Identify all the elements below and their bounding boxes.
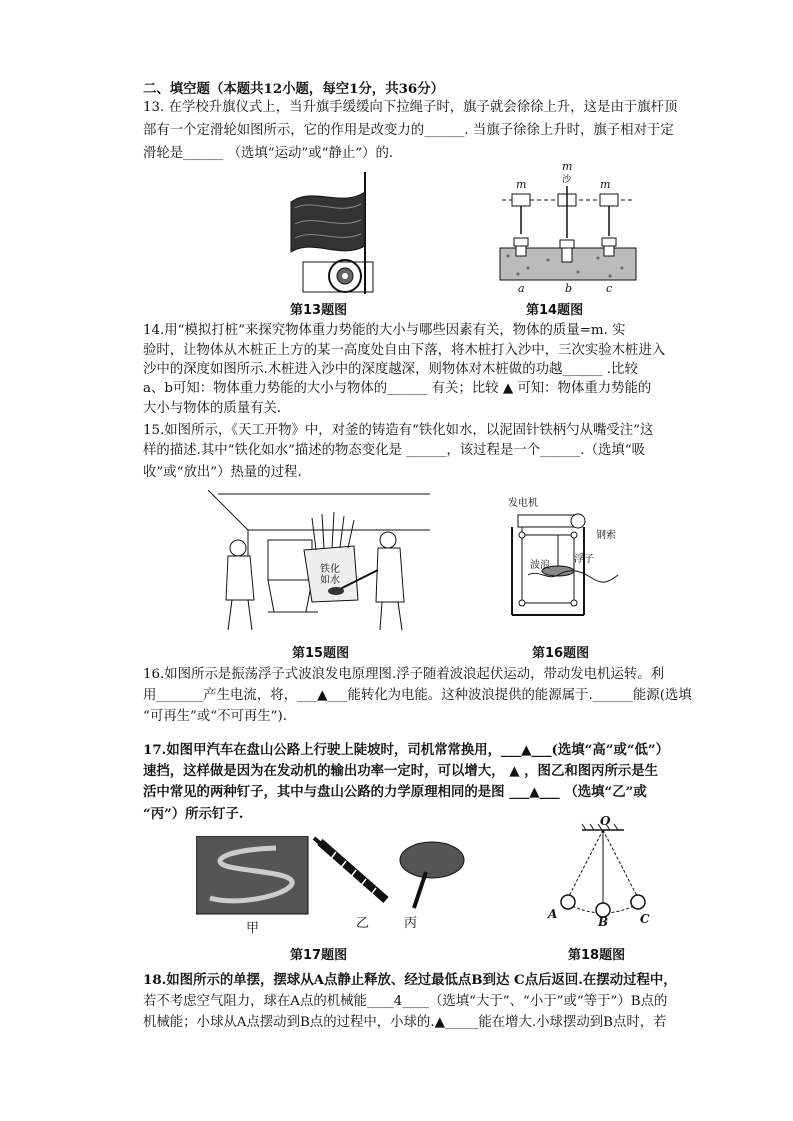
fig17-road-and-nails <box>196 836 476 916</box>
fig17-caption: 第17题图 <box>290 948 348 963</box>
fig14-label-c: c <box>606 282 613 295</box>
fig14-m2-label: m <box>562 160 573 173</box>
fig15-pot-text: 铁化 如水 <box>320 564 340 586</box>
fig17-label-yi: 乙 <box>356 916 370 931</box>
fig17-label-jia: 甲 <box>246 921 260 936</box>
fig16-generator-label: 发电机 <box>508 498 538 509</box>
fig13-caption: 第13题图 <box>290 303 348 318</box>
fig18-caption: 第18题图 <box>568 948 626 963</box>
q13-line-1: 13. 在学校升旗仪式上，当升旗手缓缓向下拉绳子时，旗子就会徐徐上升，这是由于旗杆顶 <box>143 100 678 115</box>
q15-line-2: 样的描述.其中“铁化如水”描述的物态变化是 ______，该过程是一个______.（选填“吸 <box>143 443 645 458</box>
fig17-label-bing: 丙 <box>404 916 418 931</box>
fig14-label-b: b <box>565 282 573 295</box>
q15-line-1: 15.如图所示，《天工开物》中，对釜的铸造有“铁化如水，以泥固针铁柄勺从嘴受注”这 <box>143 423 654 438</box>
fig13-flag-pulley <box>283 168 383 296</box>
q14-line-3: 沙中的深度如图所示.木桩进入沙中的深度越深，则物体对木桩做的功越______ .比较 <box>143 362 638 377</box>
fig16-wave-label: 波浪 <box>530 560 550 571</box>
fig16-rope-label: 钢索 <box>596 530 616 541</box>
q14-line-5: 大小与物体的质量有关. <box>143 401 282 416</box>
q18-line-3: 机械能；小球从A点摆动到B点的过程中，小球的.▲_____能在增大.小球摆动到B点时，若 <box>143 1015 667 1030</box>
q16-line-1: 16.如图所示是振荡浮子式波浪发电原理图.浮子随着波浪起伏运动，带动发电机运转。利 <box>143 667 665 682</box>
fig14-label-a: a <box>518 282 525 295</box>
fig18-label-C: C <box>640 912 650 926</box>
fig15-caption: 第15题图 <box>292 646 350 661</box>
q16-line-2: 用_______产生电流，将，___▲___能转化为电能。这种波浪提供的能源属于.______能源(选填 <box>143 688 692 703</box>
fig15-casting-scene <box>208 490 430 634</box>
q17-line-2: 速挡，这样做是因为在发动机的输出功率一定时，可以增大， ▲ ，图乙和图丙所示是生 <box>143 763 659 779</box>
fig16-float-label: 浮子 <box>574 554 594 565</box>
q14-line-4: a、b可知：物体重力势能的大小与物体的______ 有关；比较 ▲ 可知：物体重力势能的 <box>143 381 652 396</box>
fig18-label-O: O <box>600 814 611 828</box>
q15-line-3: 收”或“放出”）热量的过程. <box>143 465 302 480</box>
fig14-m1-label: m <box>516 178 527 191</box>
q18-line-2: 若不考虑空气阻力，球在A点的机械能____4____（选填“大于”、“小于”或“等于”）B点的 <box>143 994 668 1009</box>
fig14-m3-label: m <box>600 178 611 191</box>
q13-line-2: 部有一个定滑轮如图所示，它的作用是改变力的______. 当旗子徐徐上升时，旗子相对于定 <box>143 123 674 138</box>
fig14-caption: 第14题图 <box>526 303 584 318</box>
fig16-caption: 第16题图 <box>532 646 590 661</box>
fig18-label-A: A <box>548 907 558 921</box>
section-header: 二、填空题（本题共12小题，每空1分，共36分） <box>143 81 445 97</box>
q14-line-2: 验时，让物体从木桩正上方的某一高度处自由下落，将木桩打入沙中，三次实验木桩进入 <box>143 343 666 358</box>
fig16-wave-generator <box>498 495 628 635</box>
q17-line-1: 17.如图甲汽车在盘山公路上行驶上陡坡时，司机常常换用，___▲___(选填“高”或“低”） <box>143 742 670 758</box>
q16-line-3: “可再生”或“不可再生”). <box>143 709 287 724</box>
q14-line-1: 14.用“模拟打桩”来探究物体重力势能的大小与哪些因素有关，物体的质量=m. 实 <box>143 323 626 338</box>
q17-line-4: “丙”）所示钉子. <box>143 806 244 822</box>
q18-line-1: 18.如图所示的单摆，摆球从A点静止释放、经过最低点B到达 C点后返回.在摆动过程中， <box>143 972 677 988</box>
fig14-top-note: 沙 <box>562 175 572 185</box>
q13-line-3: 滑轮是______ （选填“运动”或“静止”）的. <box>143 146 394 161</box>
q17-line-3: 活中常见的两种钉子，其中与盘山公路的力学原理相同的是图 ___▲___ （选填“乙”或 <box>143 784 647 800</box>
fig18-label-B: B <box>598 915 609 929</box>
